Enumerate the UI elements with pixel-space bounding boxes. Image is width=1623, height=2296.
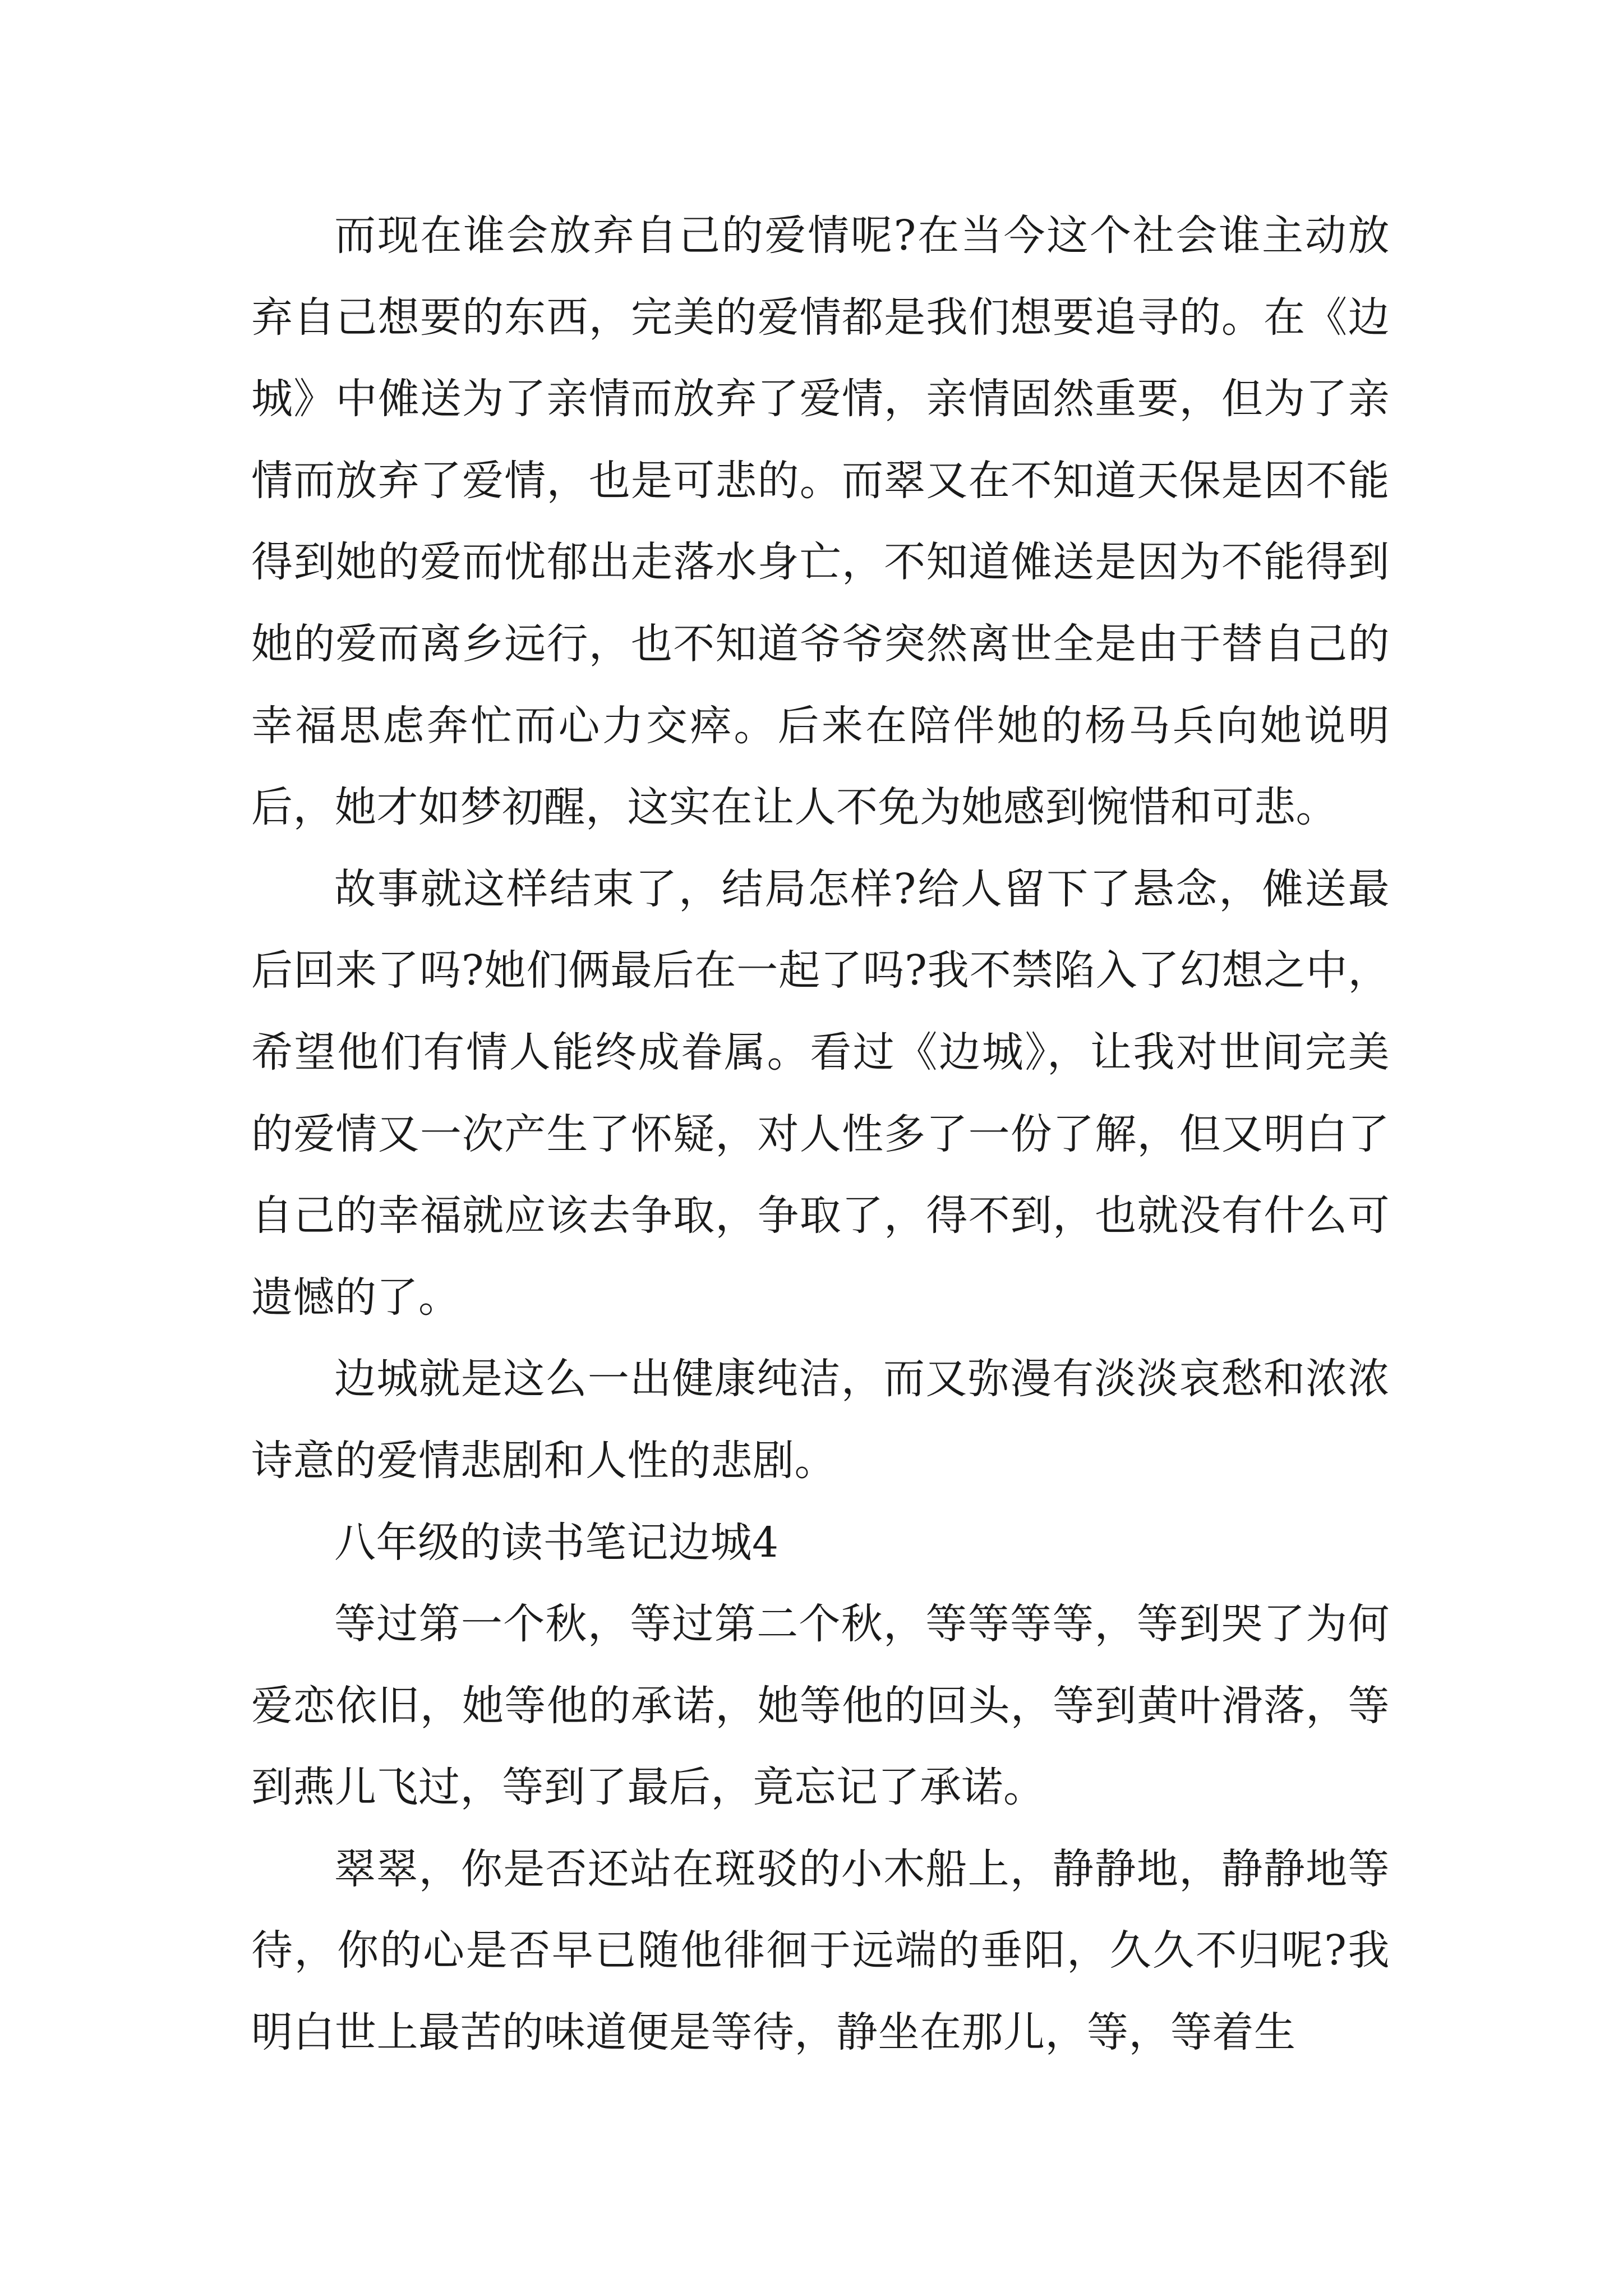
paragraph-2: 故事就这样结束了，结局怎样?给人留下了悬念，傩送最后回来了吗?她们俩最后在一起了吗?我不禁陷入了幻想之中，希望他们有情人能终成眷属。看过《边城》，让我对世间完美的爱情又一次产生了怀疑，对人性多了一份了解，但又明白了自己的幸福就应该去争取，争取了，得不到，也就没有什么可遗憾的了。 [251,864,1390,1322]
paragraph-5: 翠翠，你是否还站在斑驳的小木船上，静静地，静静地等待，你的心是否早已随他徘徊于远端的垂阳，久久不归呢?我明白世上最苦的味道便是等待，静坐在那儿，等，等着生 [251,1844,1390,2057]
paragraph-1: 而现在谁会放弃自己的爱情呢?在当今这个社会谁主动放弃自己想要的东西，完美的爱情都是我们想要追寻的。在《边城》中傩送为了亲情而放弃了爱情，亲情固然重要，但为了亲情而放弃了爱情，也是可悲的。而翠又在不知道天保是因不能得到她的爱而忧郁出走落水身亡，不知道傩送是因为不能得到她的爱而离乡远行，也不知道爷爷突然离世全是由于替自己的幸福思虑奔忙而心力交瘁。后来在陪伴她的杨马兵向她说明后，她才如梦初醒，这实在让人不免为她感到惋惜和可悲。 [251,211,1390,832]
paragraph-4: 等过第一个秋，等过第二个秋，等等等等，等到哭了为何爱恋依旧，她等他的承诺，她等他的回头，等到黄叶滑落，等到燕儿飞过，等到了最后，竟忘记了承诺。 [251,1600,1390,1812]
section-heading: 八年级的读书笔记边城4 [334,1518,779,1567]
document-body [251,195,1390,2074]
paragraph-3: 边城就是这么一出健康纯洁，而又弥漫有淡淡哀愁和浓浓诗意的爱情悲剧和人性的悲剧。 [251,1355,1390,1485]
